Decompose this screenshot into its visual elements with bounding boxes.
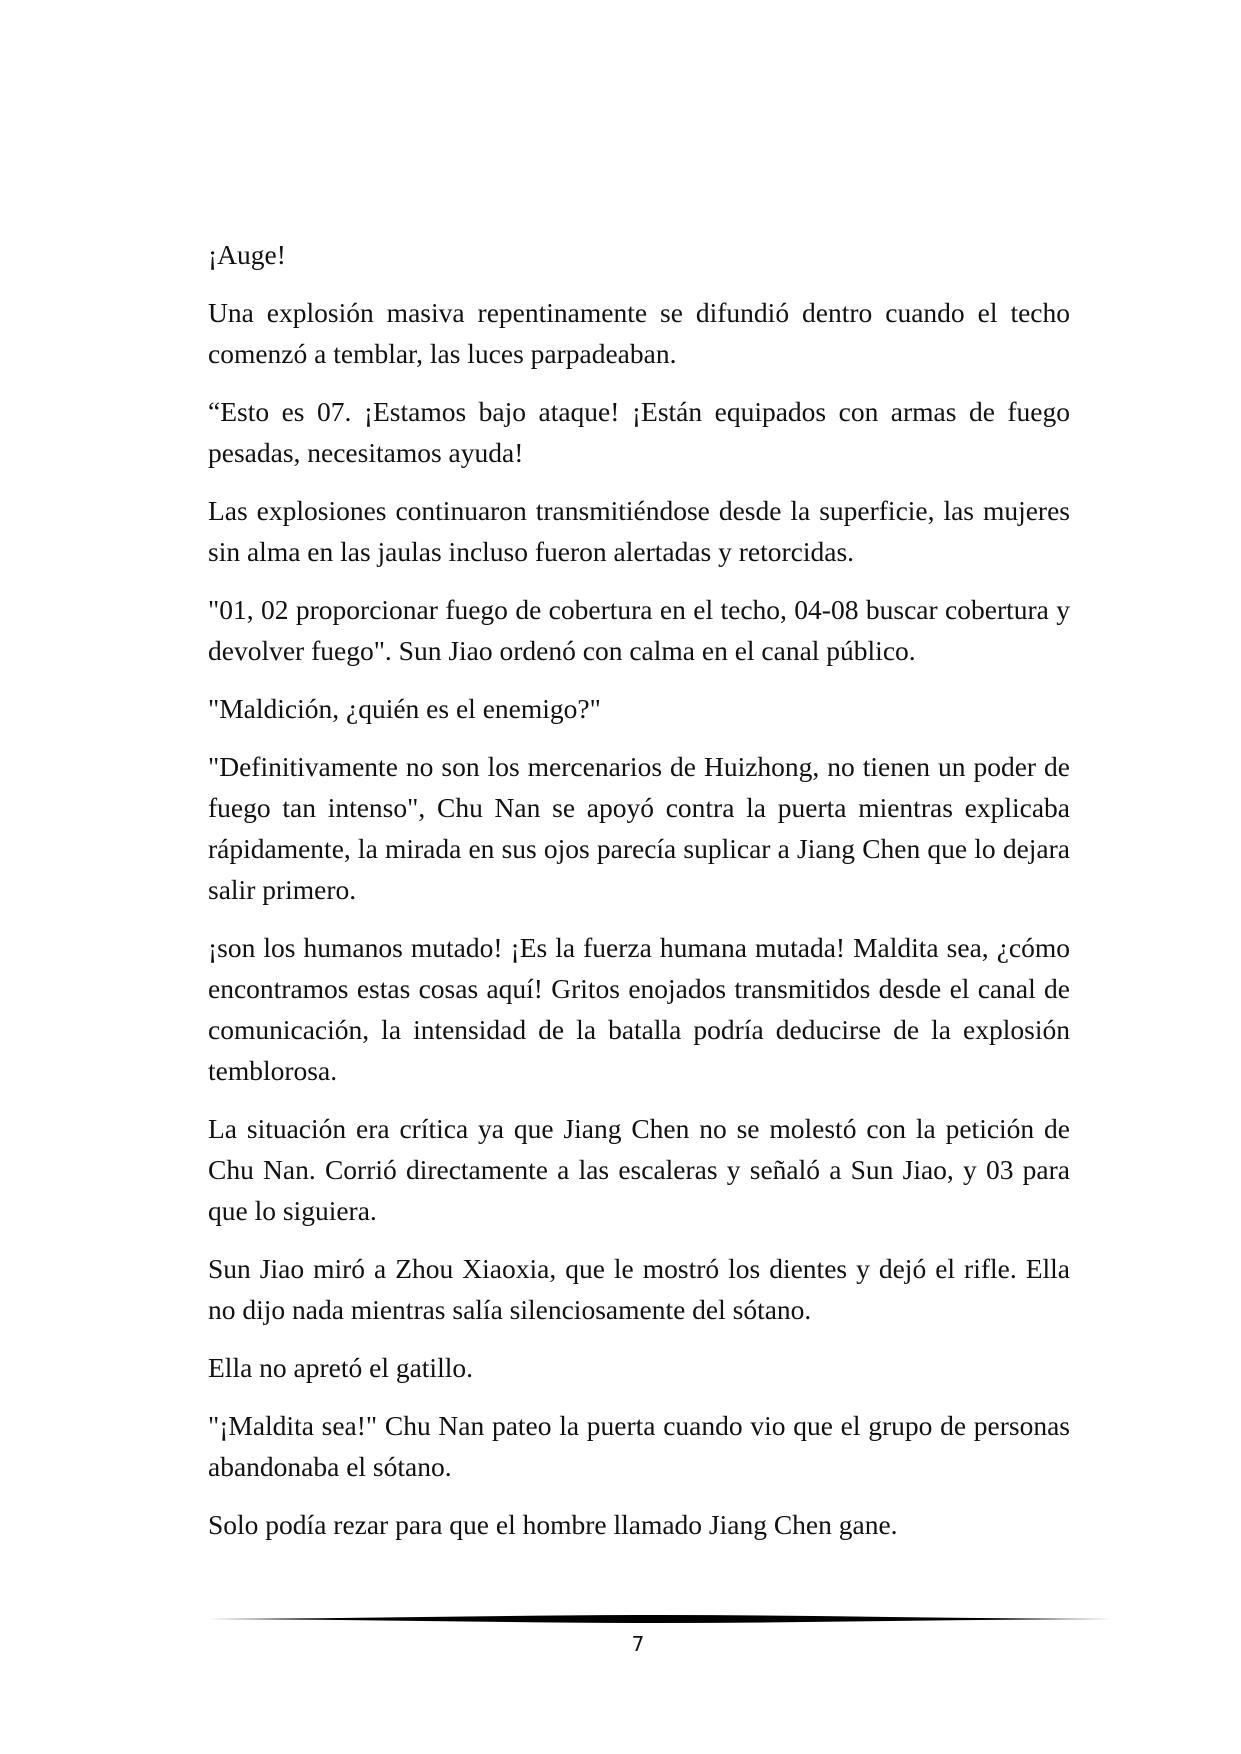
- paragraph: "¡Maldita sea!" Chu Nan pateo la puerta cuando vio que el grupo de personas abandonaba el sótano.: [208, 1410, 1070, 1482]
- paragraph: Sun Jiao miró a Zhou Xiaoxia, que le mostró los dientes y dejó el rifle. Ella no dijo nada mientras salía silenciosamente del sótano.: [208, 1253, 1070, 1325]
- paragraph: "Maldición, ¿quién es el enemigo?": [208, 693, 601, 724]
- page-number: 7: [631, 1632, 645, 1656]
- paragraph: La situación era crítica ya que Jiang Chen no se molestó con la petición de Chu Nan. Corrió directamente a las escaleras y señaló a Sun Jiao, y 03 para que lo siguiera.: [208, 1113, 1070, 1226]
- paragraph: "Definitivamente no son los mercenarios de Huizhong, no tienen un poder de fuego tan intenso", Chu Nan se apoyó contra la puerta mientras explicaba rápidamente, la mirada en sus ojos parecía suplicar a Jiang Chen que lo dejara salir primero.: [208, 751, 1070, 905]
- paragraph: "01, 02 proporcionar fuego de cobertura en el techo, 04-08 buscar cobertura y devolver fuego". Sun Jiao ordenó con calma en el canal público.: [208, 594, 1070, 666]
- paragraph: ¡son los humanos mutado! ¡Es la fuerza humana mutada! Maldita sea, ¿cómo encontramos estas cosas aquí! Gritos enojados transmitidos desde el canal de comunicación, la intensidad de la batalla podría deducirse de la explosión temblorosa.: [208, 932, 1070, 1086]
- footer-divider: [208, 1614, 1112, 1624]
- paragraph: Una explosión masiva repentinamente se difundió dentro cuando el techo comenzó a temblar, las luces parpadeaban.: [208, 297, 1070, 369]
- paragraph: “Esto es 07. ¡Estamos bajo ataque! ¡Están equipados con armas de fuego pesadas, necesitamos ayuda!: [208, 396, 1070, 468]
- paragraph: Las explosiones continuaron transmitiéndose desde la superficie, las mujeres sin alma en las jaulas incluso fueron alertadas y retorcidas.: [208, 495, 1070, 567]
- paragraph: Solo podía rezar para que el hombre llamado Jiang Chen gane.: [208, 1509, 898, 1540]
- body-text: [208, 234, 1070, 1562]
- paragraph: ¡Auge!: [208, 239, 286, 270]
- paragraph: Ella no apretó el gatillo.: [208, 1352, 473, 1383]
